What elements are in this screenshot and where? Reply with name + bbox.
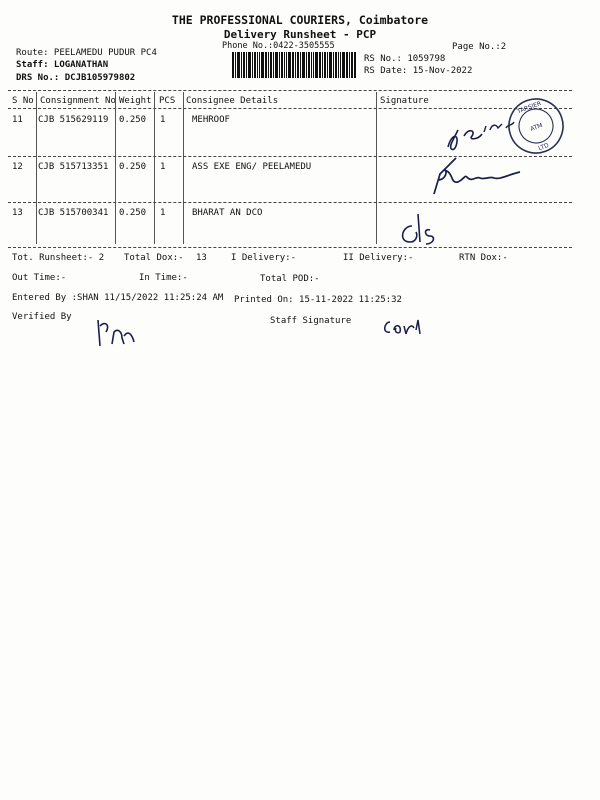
column-header-pcs: PCS [159,96,176,106]
drs-number: DRS No.: DCJB105979802 [16,73,136,83]
column-header-weight: Weight [119,96,152,106]
row-sno: 11 [12,115,23,125]
i-delivery: I Delivery:- [231,253,297,263]
table-bottom-rule [8,247,572,248]
staff-signature [380,314,426,340]
row-consignee: BHARAT AN DCO [192,208,263,218]
row-consignee: MEHROOF [192,115,230,125]
rs-number: RS No.: 1059798 [364,54,446,64]
total-pod: Total POD:- [260,274,320,284]
staff-name: Staff: LOGANATHAN [16,60,109,70]
column-header-consignee: Consignee Details [186,96,279,106]
route: Route: PEELAMEDU PUDUR PC4 [16,48,157,58]
row-weight: 0.250 [119,162,147,172]
column-divider [376,92,377,244]
table-top-rule [8,90,572,91]
verified-by-label: Verified By [12,312,72,322]
company-name: THE PROFESSIONAL COURIERS, Coimbatore [171,13,429,27]
in-time: In Time:- [139,273,188,283]
signature-row-12 [420,150,530,200]
rs-date: RS Date: 15-Nov-2022 [364,66,473,76]
row-rule [8,202,572,203]
row-consignment: CJB 515629119 [38,115,109,125]
total-dox-value: 13 [196,253,207,263]
row-sno: 13 [12,208,23,218]
rtn-dox: RTN Dox:- [459,253,508,263]
out-time: Out Time:- [12,273,67,283]
row-weight: 0.250 [119,208,147,218]
row-weight: 0.250 [119,115,147,125]
column-header-signature: Signature [380,96,429,106]
page-number: Page No.:2 [452,42,507,52]
column-header-sno: S No [12,96,34,106]
svg-text:ATM: ATM [529,121,544,133]
barcode-image [232,52,356,78]
row-sno: 12 [12,162,23,172]
column-divider [115,92,116,244]
total-dox-label: Total Dox:- [124,253,184,263]
header-bottom-rule [8,108,572,109]
total-runsheet: Tot. Runsheet:- 2 [12,253,105,263]
row-consignee: ASS EXE ENG/ PEELAMEDU [192,162,312,172]
row-consignment: CJB 515700341 [38,208,109,218]
signature-row-13 [394,212,444,252]
svg-text:LTD: LTD [537,142,550,153]
column-divider [183,92,184,244]
svg-text:TARSIER: TARSIER [516,100,543,116]
row-pcs: 1 [160,162,166,172]
column-divider [154,92,155,244]
column-header-consignment: Consignment No [40,96,116,106]
verifier-signature [92,316,138,348]
phone-number: Phone No.:0422-3505555 [222,41,335,51]
staff-signature-label: Staff Signature [270,316,352,326]
ii-delivery: II Delivery:- [343,253,414,263]
row-pcs: 1 [160,115,166,125]
row-pcs: 1 [160,208,166,218]
column-divider [36,92,37,244]
printed-on: Printed On: 15-11-2022 11:25:32 [234,295,402,305]
entered-by: Entered By :SHAN 11/15/2022 11:25:24 AM [12,293,224,303]
runsheet-title: Delivery Runsheet - PCP [223,28,377,41]
row-consignment: CJB 515713351 [38,162,109,172]
